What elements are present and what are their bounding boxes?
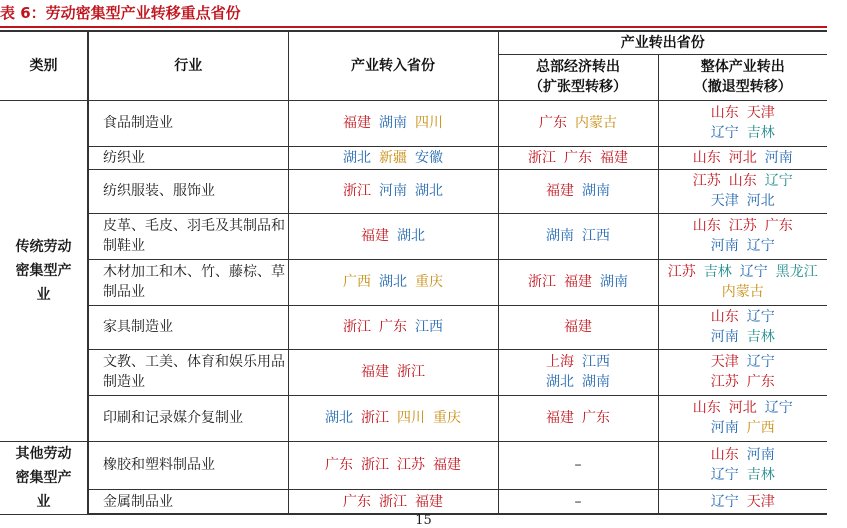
transfer-in-cell [288, 169, 498, 213]
in-line [291, 113, 496, 133]
hq-line [501, 372, 656, 392]
province-tag: 重庆 [433, 410, 461, 426]
province-tag: 福建 [361, 364, 389, 380]
category-traditional: 传统劳动密集型产业 [0, 100, 88, 441]
whole-transfer-cell [658, 169, 827, 213]
whole-line [661, 123, 826, 143]
province-tag: 山东 [692, 400, 721, 416]
province-tag: 浙江 [379, 493, 407, 510]
province-tag: 湖北 [546, 374, 574, 390]
province-tag: 河南 [764, 149, 793, 166]
province-tag: 辽宁 [746, 354, 775, 370]
province-tag: 河北 [728, 400, 757, 416]
industry-name: 金属制品业 [88, 490, 288, 514]
province-tag: 江苏 [728, 218, 757, 234]
province-tag: 山东 [710, 309, 739, 325]
province-tag: 吉林 [746, 125, 775, 141]
hq-transfer-cell [498, 490, 658, 514]
industry-name: 木材加工和木、竹、藤棕、草制品业 [88, 259, 288, 305]
hq-transfer-cell [498, 169, 658, 213]
province-tag: 福建 [546, 183, 574, 199]
hq-line [501, 113, 656, 133]
transfer-in-cell [288, 490, 498, 514]
whole-line [661, 445, 826, 465]
header-transfer-in: 产业转入省份 [288, 31, 498, 100]
whole-line [661, 103, 826, 123]
province-tag: 辽宁 [710, 467, 739, 484]
hq-transfer-cell [498, 213, 658, 259]
province-tag: 湖北 [379, 274, 407, 290]
header-category: 类别 [0, 31, 88, 100]
hq-line [501, 272, 656, 292]
province-tag: 上海 [546, 354, 574, 370]
province-tag: 吉林 [703, 264, 732, 280]
whole-transfer-cell [658, 213, 827, 259]
industry-name: 纺织业 [88, 146, 288, 169]
header-whole [658, 54, 827, 100]
province-tag: 湖南 [582, 183, 610, 199]
whole-transfer-cell [658, 441, 827, 490]
whole-transfer-cell [658, 305, 827, 349]
hq-line [501, 317, 656, 337]
province-tag: 山东 [728, 173, 757, 189]
industry-name: 文教、工美、体育和娱乐用品制造业 [88, 349, 288, 395]
whole-line [661, 465, 826, 485]
province-tag: 河南 [710, 420, 739, 436]
whole-line [661, 262, 826, 302]
province-tag: 内蒙古 [721, 284, 764, 300]
in-line [291, 181, 496, 201]
industry-name: 纺织服装、服饰业 [88, 169, 288, 213]
whole-line [661, 191, 826, 211]
table-row [0, 259, 827, 305]
province-tag: 辽宁 [746, 238, 775, 254]
in-line [291, 148, 496, 168]
whole-line [661, 236, 826, 256]
table-row [0, 146, 827, 169]
province-tag: 安徽 [415, 149, 443, 166]
hq-transfer-cell [498, 441, 658, 490]
in-line [291, 408, 496, 428]
table-row [0, 395, 827, 441]
province-tag: 辽宁 [764, 400, 793, 416]
province-tag: 浙江 [361, 457, 389, 474]
province-tag: 江苏 [667, 264, 696, 280]
province-tag: 河南 [710, 238, 739, 254]
whole-line [661, 327, 826, 347]
province-tag: 湖南 [379, 115, 407, 131]
hq-transfer-cell [498, 349, 658, 395]
province-tag: 吉林 [746, 329, 775, 345]
province-tag: 福建 [433, 457, 461, 474]
transfer-in-cell [288, 395, 498, 441]
hq-transfer-cell [498, 259, 658, 305]
transfer-in-cell [288, 146, 498, 169]
province-tag: 天津 [746, 105, 775, 121]
province-tag: 广东 [325, 457, 353, 474]
table-row [0, 441, 827, 490]
hq-line [501, 181, 656, 201]
province-tag: – [574, 493, 582, 510]
province-tag: – [574, 457, 582, 474]
province-tag: 福建 [564, 319, 592, 335]
province-tag: 天津 [710, 193, 739, 209]
hq-transfer-cell [498, 305, 658, 349]
province-tag: 辽宁 [710, 125, 739, 141]
province-tag: 河北 [746, 193, 775, 209]
province-tag: 广东 [582, 410, 610, 426]
province-tag: 广东 [564, 149, 592, 166]
whole-transfer-cell [658, 490, 827, 514]
province-tag: 江苏 [692, 173, 721, 189]
hq-line [501, 408, 656, 428]
whole-line [661, 418, 826, 438]
province-tag: 湖南 [582, 374, 610, 390]
province-tag: 湖南 [546, 228, 574, 244]
header-whole-line1: 整体产业转出 [700, 59, 785, 75]
industry-name: 橡胶和塑料制品业 [88, 441, 288, 490]
transfer-in-cell [288, 259, 498, 305]
province-tag: 浙江 [397, 364, 425, 380]
header-hq [498, 54, 658, 100]
province-tag: 河北 [728, 149, 757, 166]
province-tag: 广东 [746, 374, 775, 390]
province-tag: 江西 [415, 319, 443, 335]
whole-line [661, 307, 826, 327]
province-tag: 广东 [343, 493, 371, 510]
in-line [291, 362, 496, 382]
province-tag: 内蒙古 [575, 115, 617, 131]
header-industry: 行业 [88, 31, 288, 100]
province-tag: 湖南 [600, 274, 628, 290]
province-tag: 江西 [582, 354, 610, 370]
whole-line [661, 352, 826, 372]
province-tag: 辽宁 [710, 493, 739, 510]
table-row [0, 100, 827, 146]
province-tag: 山东 [692, 218, 721, 234]
transfer-in-cell [288, 349, 498, 395]
header-hq-line1: 总部经济转出 [536, 59, 620, 75]
header-hq-line2: （扩张型转移） [529, 79, 627, 95]
in-line [291, 317, 496, 337]
province-tag: 浙江 [528, 274, 556, 290]
province-tag: 吉林 [746, 467, 775, 484]
transfer-in-cell [288, 100, 498, 146]
province-tag: 天津 [710, 354, 739, 370]
table-row [0, 349, 827, 395]
hq-line [501, 492, 656, 512]
whole-line [661, 492, 826, 512]
province-tag: 河南 [379, 183, 407, 199]
province-tag: 湖北 [343, 149, 371, 166]
in-line [291, 272, 496, 292]
province-tag: 湖北 [325, 410, 353, 426]
province-tag: 黑龙江 [775, 264, 818, 280]
in-line [291, 492, 496, 512]
province-tag: 福建 [343, 115, 371, 131]
whole-line [661, 171, 826, 191]
province-tag: 浙江 [361, 410, 389, 426]
province-tag: 广西 [746, 420, 775, 436]
province-tag: 山东 [692, 149, 721, 166]
province-tag: 广东 [539, 115, 567, 131]
province-tag: 福建 [564, 274, 592, 290]
province-tag: 天津 [746, 493, 775, 510]
province-tag: 湖北 [397, 228, 425, 244]
province-tag: 新疆 [379, 149, 407, 166]
transfer-in-cell [288, 305, 498, 349]
transfer-in-cell [288, 213, 498, 259]
in-line [291, 455, 496, 475]
province-tag: 浙江 [528, 149, 556, 166]
province-tag: 辽宁 [739, 264, 768, 280]
whole-transfer-cell [658, 146, 827, 169]
industry-name: 皮革、毛皮、羽毛及其制品和制鞋业 [88, 213, 288, 259]
industry-name: 家具制造业 [88, 305, 288, 349]
whole-transfer-cell [658, 349, 827, 395]
hq-line [501, 455, 656, 475]
province-tag: 江西 [582, 228, 610, 244]
whole-transfer-cell [658, 259, 827, 305]
header-transfer-out: 产业转出省份 [498, 31, 827, 54]
industry-transfer-table [0, 30, 827, 515]
province-tag: 江苏 [397, 457, 425, 474]
industry-name: 食品制造业 [88, 100, 288, 146]
province-tag: 广西 [343, 274, 371, 290]
transfer-in-cell [288, 441, 498, 490]
province-tag: 广东 [764, 218, 793, 234]
hq-line [501, 352, 656, 372]
in-line [291, 226, 496, 246]
province-tag: 河南 [710, 329, 739, 345]
whole-line [661, 148, 826, 168]
province-tag: 浙江 [343, 183, 371, 199]
province-tag: 福建 [361, 228, 389, 244]
page-number: 15 [415, 513, 432, 528]
table-body [0, 100, 827, 514]
industry-name: 印刷和记录媒介复制业 [88, 395, 288, 441]
province-tag: 山东 [710, 105, 739, 121]
table-row [0, 490, 827, 514]
whole-transfer-cell [658, 100, 827, 146]
province-tag: 广东 [379, 319, 407, 335]
province-tag: 山东 [710, 447, 739, 464]
table-row [0, 169, 827, 213]
whole-line [661, 372, 826, 392]
province-tag: 河南 [746, 447, 775, 464]
hq-transfer-cell [498, 146, 658, 169]
province-tag: 四川 [397, 410, 425, 426]
whole-transfer-cell [658, 395, 827, 441]
whole-line [661, 398, 826, 418]
province-tag: 福建 [600, 149, 628, 166]
table-title: 表 6：劳动密集型产业转移重点省份 [0, 4, 241, 22]
province-tag: 浙江 [343, 319, 371, 335]
category-other: 其他劳动密集型产业 [0, 441, 88, 514]
hq-line [501, 226, 656, 246]
province-tag: 江苏 [710, 374, 739, 390]
province-tag: 福建 [415, 493, 443, 510]
hq-transfer-cell [498, 100, 658, 146]
hq-transfer-cell [498, 395, 658, 441]
province-tag: 福建 [546, 410, 574, 426]
title-rule [0, 26, 827, 28]
province-tag: 辽宁 [746, 309, 775, 325]
province-tag: 湖北 [415, 183, 443, 199]
table-row [0, 305, 827, 349]
hq-line [501, 148, 656, 168]
header-whole-line2: （撤退型转移） [693, 79, 792, 95]
table-row [0, 213, 827, 259]
province-tag: 重庆 [415, 274, 443, 290]
province-tag: 四川 [415, 115, 443, 131]
whole-line [661, 216, 826, 236]
province-tag: 辽宁 [764, 173, 793, 189]
